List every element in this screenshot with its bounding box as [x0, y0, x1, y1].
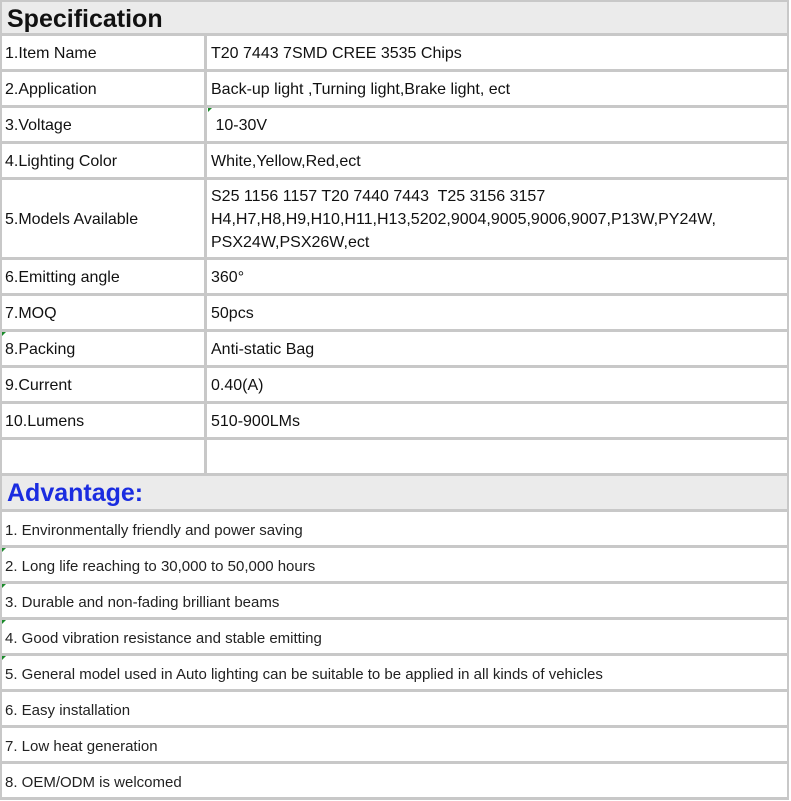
spec-row-emitting-angle: [0, 260, 789, 296]
spec-label-cell: [2, 404, 207, 437]
spec-value: Anti-static Bag: [211, 341, 315, 358]
advantage-row: [0, 764, 789, 800]
advantage-row: [0, 512, 789, 548]
spec-label: 5.Models Available: [5, 211, 139, 228]
spec-value-cell: [207, 36, 787, 69]
spec-value-line: S25 1156 1157 T20 7440 7443 T25 3156 3157: [211, 188, 546, 205]
spec-value: 360°: [211, 269, 245, 286]
spec-value: T20 7443 7SMD CREE 3535 Chips: [211, 45, 462, 62]
spec-row-voltage: [0, 108, 789, 144]
spec-row-application: [0, 72, 789, 108]
advantage-row: [0, 728, 789, 764]
spec-label-cell: [2, 368, 207, 401]
spec-value-cell: [207, 332, 787, 365]
spec-row-item-name: [0, 36, 789, 72]
spec-row-empty: [0, 440, 789, 476]
advantage-text: 4. Good vibration resistance and stable emitting: [5, 630, 322, 647]
spec-label-cell: [2, 144, 207, 177]
spec-label: 4.Lighting Color: [5, 153, 118, 170]
advantage-row: [0, 692, 789, 728]
spec-value-line: H4,H7,H8,H9,H10,H11,H13,5202,9004,9005,9006,9007,P13W,PY24W,: [211, 211, 716, 228]
spec-label-cell: [2, 180, 207, 257]
cell-note-marker: [2, 620, 6, 624]
spec-label: 9.Current: [5, 377, 72, 394]
spec-value-cell: [207, 368, 787, 401]
spec-value-cell: [207, 180, 787, 257]
spec-value-line: PSX24W,PSX26W,ect: [211, 234, 370, 251]
spec-label: 6.Emitting angle: [5, 269, 120, 286]
spec-label-cell: [2, 296, 207, 329]
advantage-row: [0, 656, 789, 692]
spec-label-cell: [2, 72, 207, 105]
advantage-text: 5. General model used in Auto lighting can be suitable to be applied in all kinds of vehicles: [5, 666, 603, 683]
spec-label-cell: [2, 440, 207, 473]
advantage-text: 1. Environmentally friendly and power saving: [5, 522, 303, 539]
spec-value-cell: [207, 72, 787, 105]
spec-row-current: [0, 368, 789, 404]
spec-row-moq: [0, 296, 789, 332]
advantage-text: 2. Long life reaching to 30,000 to 50,000 hours: [5, 558, 316, 575]
spec-row-packing: [0, 332, 789, 368]
spec-label: 7.MOQ: [5, 305, 57, 322]
advantage-text: 7. Low heat generation: [5, 738, 158, 755]
advantage-text: 6. Easy installation: [5, 702, 131, 719]
advantage-text: 8. OEM/ODM is welcomed: [5, 774, 182, 791]
cell-note-marker: [2, 584, 6, 588]
spec-value-cell: [207, 144, 787, 177]
spec-header-row: [0, 0, 789, 36]
spec-value: 510-900LMs: [211, 413, 300, 430]
advantage-row: [0, 620, 789, 656]
advantage-row: [0, 548, 789, 584]
spec-value: 0.40(A): [211, 377, 264, 394]
cell-note-marker: [2, 332, 6, 336]
advantage-text: 3. Durable and non-fading brilliant beams: [5, 594, 280, 611]
spec-label-cell: [2, 332, 207, 365]
spec-value: Back-up light ,Turning light,Brake light, ect: [211, 81, 511, 98]
spec-title: Specification: [7, 5, 163, 33]
spec-row-lumens: [0, 404, 789, 440]
spec-label-cell: [2, 260, 207, 293]
spec-value-cell: [207, 440, 787, 473]
spec-value: White,Yellow,Red,ect: [211, 153, 361, 170]
spec-value-cell: [207, 108, 787, 141]
spec-label: 3.Voltage: [5, 117, 72, 134]
cell-note-marker: [2, 548, 6, 552]
spec-value: 10-30V: [211, 117, 268, 134]
spec-row-lighting-color: [0, 144, 789, 180]
cell-note-marker: [2, 656, 6, 660]
spec-value-cell: [207, 296, 787, 329]
spec-label: 1.Item Name: [5, 45, 97, 62]
advantage-row: [0, 584, 789, 620]
spec-value-cell: [207, 260, 787, 293]
spec-label-cell: [2, 108, 207, 141]
cell-note-marker: [208, 108, 212, 112]
spec-label-cell: [2, 36, 207, 69]
advantage-header-row: [0, 476, 789, 512]
spec-value-cell: [207, 404, 787, 437]
spec-label: 8.Packing: [5, 341, 76, 358]
spec-label: 10.Lumens: [5, 413, 85, 430]
spec-label: 2.Application: [5, 81, 97, 98]
spec-value: 50pcs: [211, 305, 254, 322]
spec-row-models-available: [0, 180, 789, 260]
advantage-title: Advantage:: [7, 479, 144, 507]
